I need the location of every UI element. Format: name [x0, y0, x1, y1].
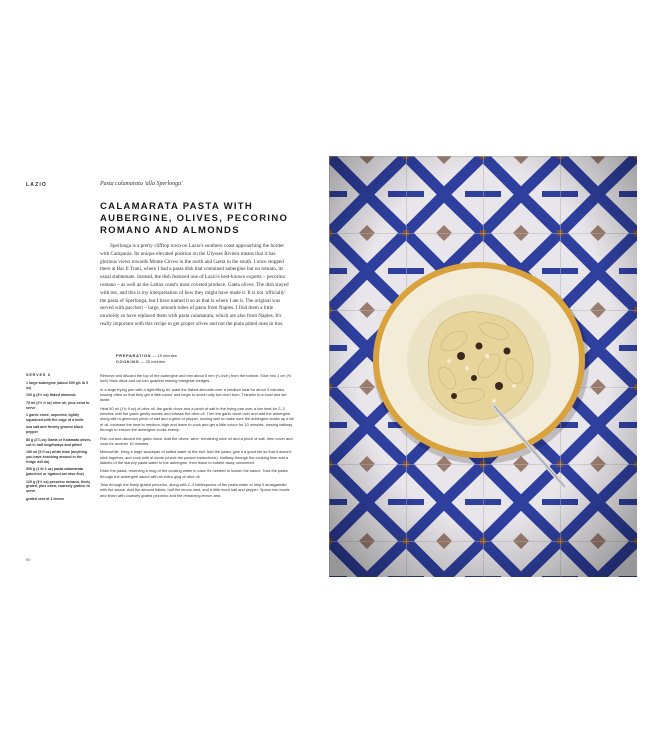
serves-label: SERVES 6: [26, 373, 51, 377]
prep-time: PREPARATION — 15 minutes: [116, 353, 177, 358]
method-step: Drain the pasta, reserving a mug of the cooking water in case it's needed to loosen the sauce. Toss the pasta through the aubergine sauce with an extra glug of olive oil.: [100, 468, 288, 479]
ingredient-item: 75 ml (2½ fl oz) olive oil, plus extra to serve: [26, 400, 90, 410]
method-step: In a large frying pan with a tight-fitting lid, toast the flaked almonds over a medium heat for about 3 minutes, tossing often so that they get a little colour and begin to smell nutty but don't burn. Transfer to a bowl and set aside.: [100, 386, 287, 403]
method-step: Heat 50 ml (1¾ fl oz) of olive oil, the garlic clove and a pinch of salt in the frying pan over a low heat for 2–3 minutes until the garlic gently sizzles and infuses the olive oil. Turn the garlic clove over and add the aubergine, along with a generous pinch of salt and a grind of pepper, tossing well to make sure the aubergine soaks up a bit of oil. Increase the heat to medium–high and leave to cook and get a little colour for 10 minutes, tossing halfway through to ensure the aubergine cooks evenly.: [100, 405, 294, 433]
ingredient-item: 150 ml (5 fl oz) white wine (anything you have knocking around in the fridge will do): [26, 449, 88, 464]
ingredient-item: 1 large aubergine (about 600 g/1 lb 5 oz): [26, 381, 89, 390]
ingredient-item: 500 g (1 lb 2 oz) pasta calamarata (paccheri or rigatoni are also fine): [26, 467, 84, 477]
recipe-title-line: ROMANO AND ALMONDS: [100, 225, 240, 236]
pasta-dish-photo: [329, 156, 637, 577]
section-tag: LAZIO: [26, 182, 47, 188]
method-steps: [100, 373, 294, 501]
recipe-title: [100, 201, 300, 237]
ingredient-item: 1 garlic clove, unpeeled, lightly squashed with the edge of a knife: [26, 413, 84, 422]
recipe-title-line: CALAMARATA PASTA WITH: [100, 201, 254, 212]
recipe-times: [116, 353, 177, 365]
cook-time: COOKING — 35 minutes: [116, 359, 166, 364]
prep-label: PREPARATION: [116, 353, 152, 358]
ingredient-list: [26, 381, 92, 504]
recipe-intro: Sperlonga is a pretty clifftop town on Lazio's southern coast approaching the border with Campania. Its unique elevated position on the Ulysses Riviera means that it has glorious views towards Monte Circeo in the north and Gaeta in the south. I once stopped there at Bar Il Trani, where I had a pasta dish that contained aubergine but no tomato, its usual stablemate. Instead, the dish featured one of Lazio's best-known exports – pecorino romano – as well as the Latina coast's most coveted produce, Gaeta olives. The dish stayed with me, and this is my interpretation of how they might have made it. It is not 'officially' the pasta of Sperlonga, but I have named it so as that is where I ate it. The original was served with paccheri – large, smooth tubes of pasta from Naples. I find them a little unwieldy so have replaced them with pasta calamarata, which are also from Naples. It's really important with this recipe to get proper olives and not the plain pitted ones in tins.: [100, 243, 289, 327]
cook-value: 35 minutes: [145, 359, 166, 364]
recipe-title-line: AUBERGINE, OLIVES, PECORINO: [100, 213, 289, 224]
method-step: Fish out and discard the garlic clove. Add the olives, wine, remaining olive oil and a pinch of salt, then cover and cook for another 15 minutes.: [100, 435, 293, 446]
method-step: Remove and discard the top of the aubergine and trim about 5 mm (¼ inch) from the bottom. Slice into 1 cm (½ inch) thick discs and cut into quarters leaving triangular wedges.: [100, 373, 292, 384]
ingredient-item: grated zest of 1 lemon: [26, 496, 64, 501]
ingredient-item: sea salt and freshly ground black pepper: [26, 425, 83, 435]
method-step: Meanwhile, bring a large saucepan of salted water to the boil. Add the pasta, give it a good stir so that it doesn't stick together, and cook until al dente (check the packet instructions). Halfway through the cooking time add a ladleful of the starchy pasta water to the aubergine, then leave to bubble away uncovered.: [100, 449, 292, 465]
ingredient-item: 100 g (3½ oz) flaked almonds: [26, 393, 76, 398]
photo-illustration: [329, 156, 637, 577]
ingredient-item: 120 g (4½ oz) pecorino romano, finely grated, plus extra, coarsely grated, to serve: [26, 479, 91, 494]
cook-label: COOKING: [116, 359, 140, 364]
prep-value: 15 minutes: [157, 353, 177, 358]
page-number: 90: [26, 557, 31, 562]
ingredient-item: 80 g (2¾ oz) Gaeta or Kalamata olives, cut in half lengthways and pitted: [26, 437, 92, 447]
method-step: Toss through the finely grated pecorino, along with 2–3 tablespoons of the pasta water to help it amalgamate with the sauce. Add the almond flakes, half the lemon zest, and a little more salt and pepper. Spoon into bowls and finish with coarsely grated pecorino and the remaining lemon zest.: [100, 482, 290, 498]
recipe-subtitle: Pasta calamarata 'alla Sperlonga': [100, 181, 183, 187]
